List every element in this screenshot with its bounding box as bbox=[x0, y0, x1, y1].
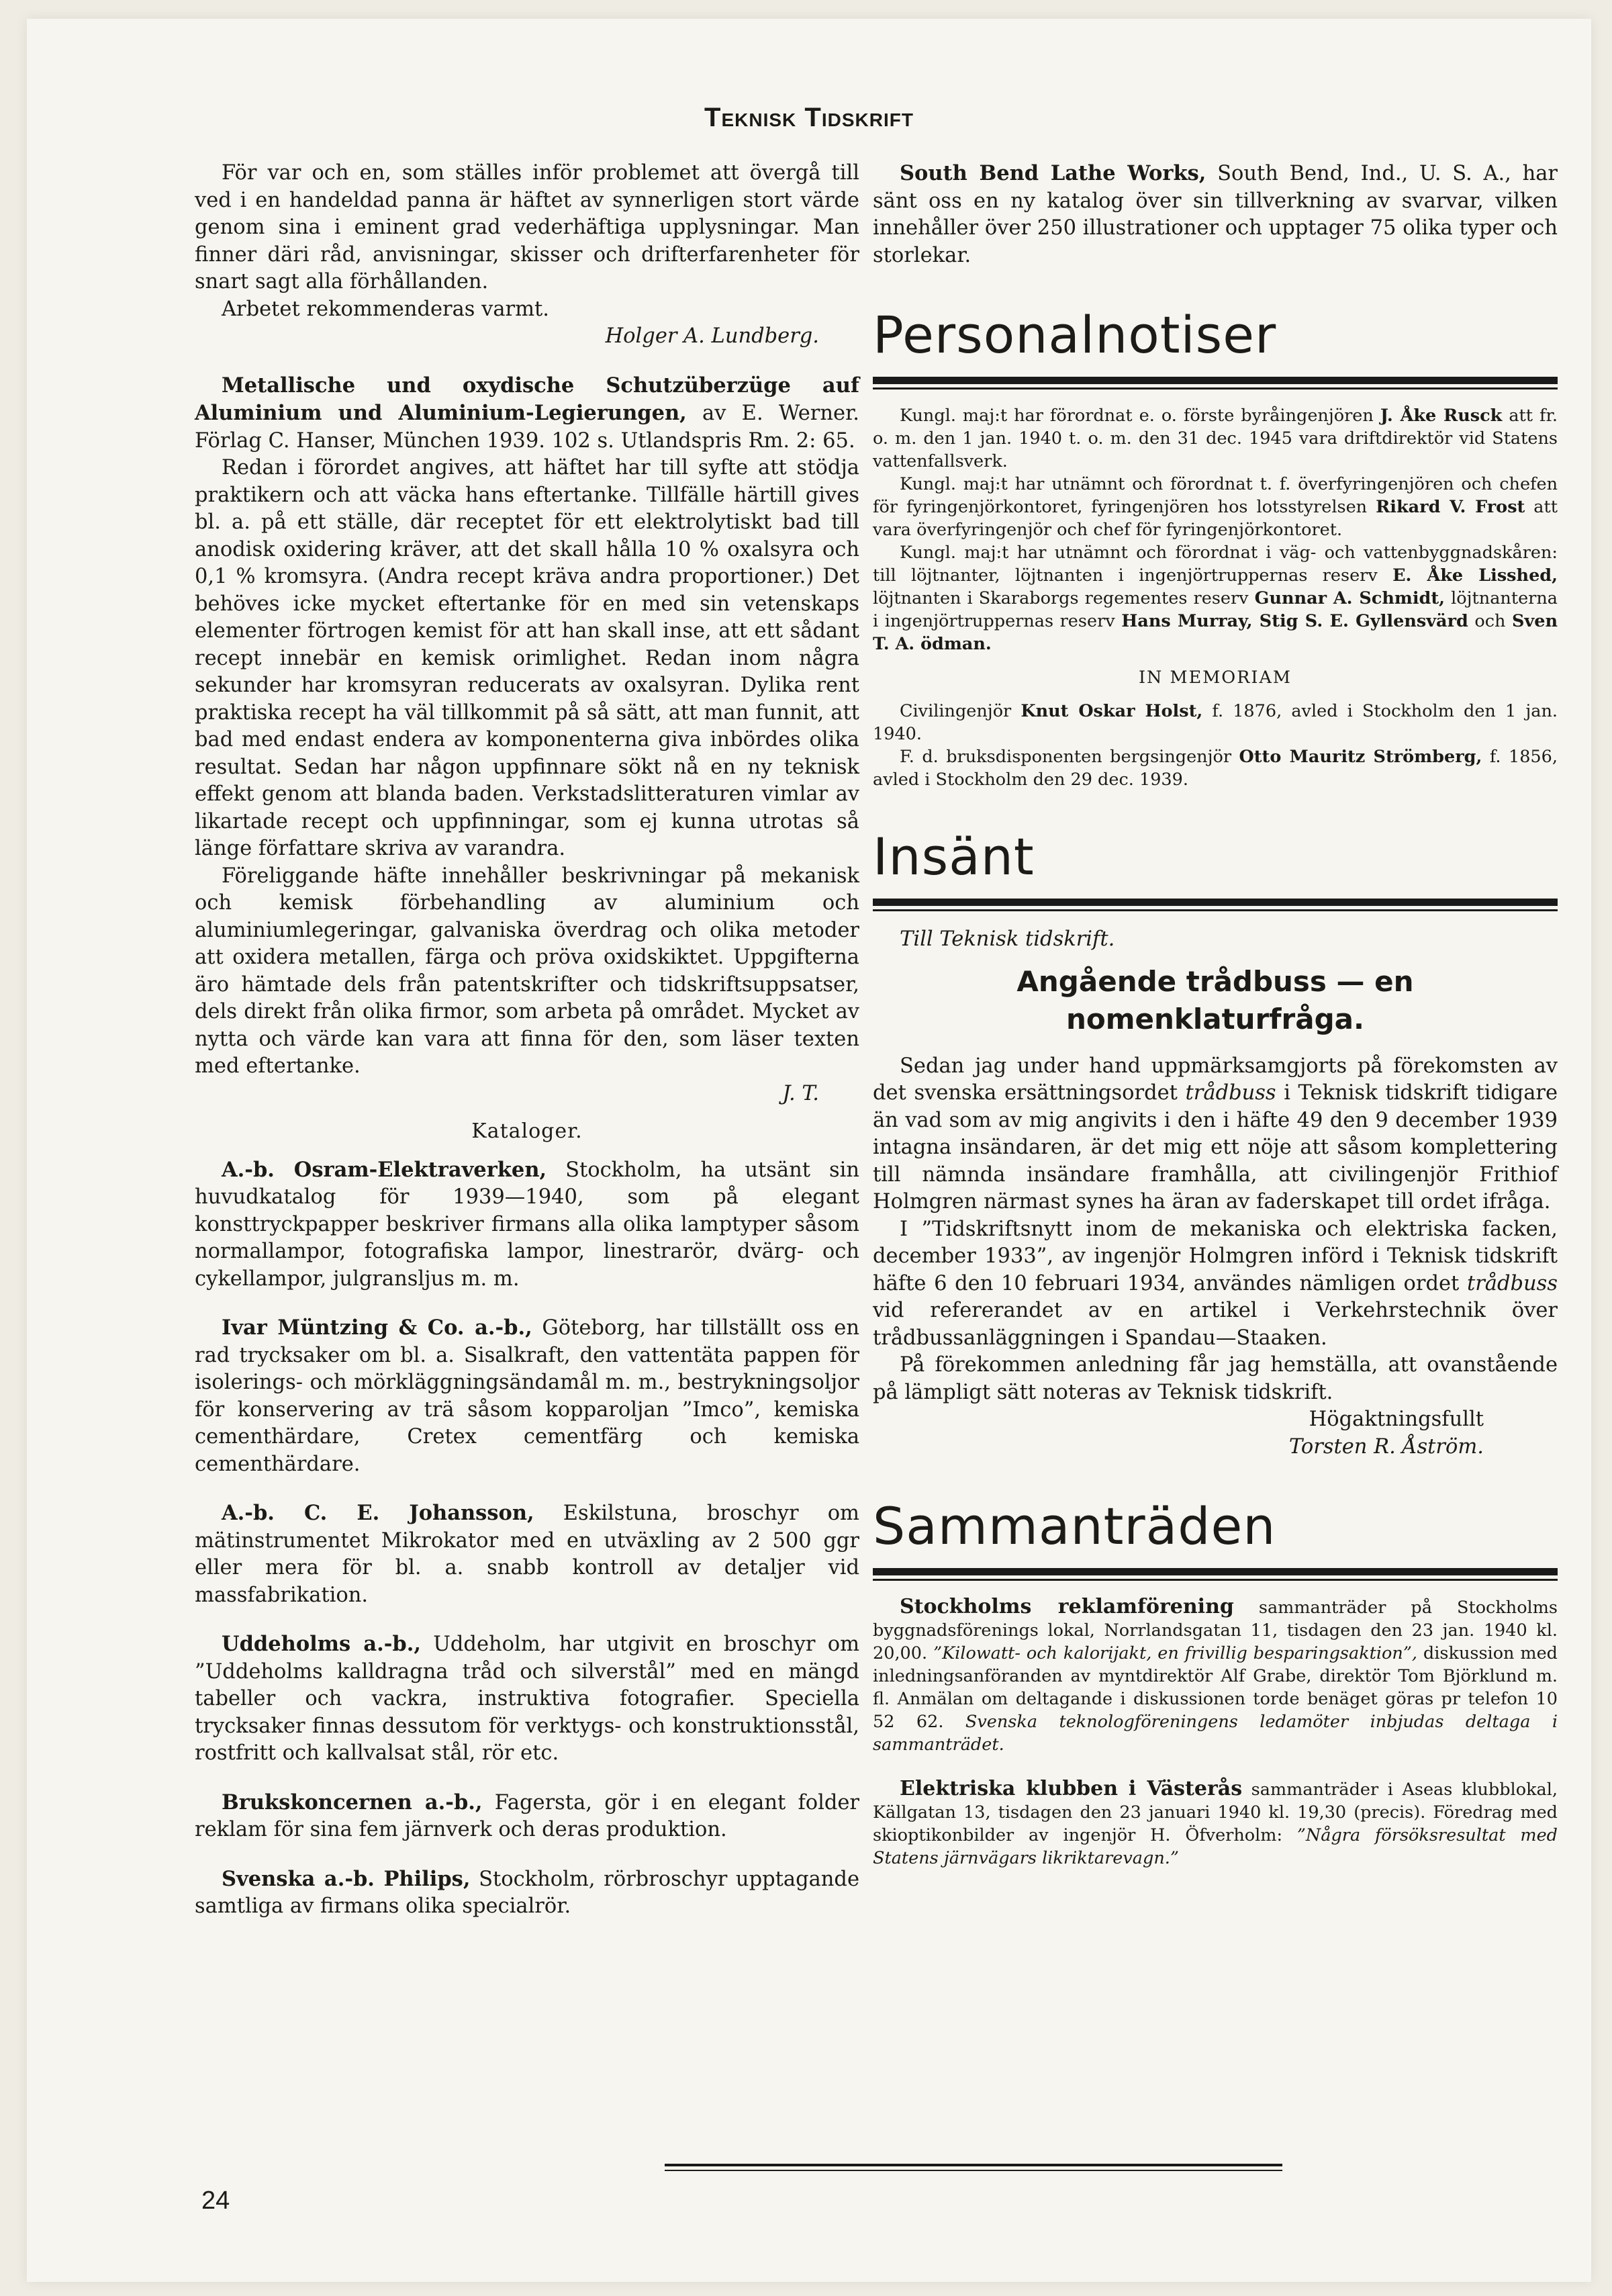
company-name: Svenska a.-b. Philips, bbox=[222, 1866, 471, 1891]
review-paragraph: För var och en, som ställes inför problemet att övergå till ved i en handeldad panna är häftet av synnerligen stort värde genom sina i eminent grad vederhäftiga upplysningar. Man finner däri råd, anvisningar, skisser och drifterfarenheter för snart sagt alla förhållanden. bbox=[195, 161, 859, 293]
memoriam-heading: IN MEMORIAM bbox=[1138, 668, 1292, 688]
section-heading-personalnotiser: Personalnotiser bbox=[873, 305, 1277, 365]
person-name: Rikard V. Frost bbox=[1376, 497, 1525, 517]
personal-notice: Kungl. maj:t har utnämnt och förordnat t. f. överfyringenjören och chefen för fyringenjörkontoret, fyringenjören hos lotsstyrelsen Rikard V. Frost att vara överfyringenjör och chef för fyringenjörkontoret. bbox=[873, 474, 1558, 540]
catalog-entry: Svenska a.-b. Philips, Stockholm, rörbroschyr upptagande samtliga av firmans olika specialrör. bbox=[195, 1866, 859, 1918]
journal-header: Teknisk Tidskrift bbox=[704, 103, 914, 132]
person-name: Hans Murray, Stig S. E. Gyllensvärd bbox=[1121, 611, 1468, 631]
left-column bbox=[195, 160, 859, 1921]
review-signature: J. T. bbox=[782, 1081, 819, 1105]
section-rule bbox=[873, 1568, 1558, 1575]
right-column bbox=[873, 160, 1558, 1870]
letter-paragraph: I ”Tidskriftsnytt inom de mekaniska och elektriska facken, december 1933”, av ingenjör Holmgren införd i Teknisk tidskrift häfte 6 den 10 februari 1934, användes nämligen ordet trådbuss vid refererandet av en artikel i Verkehrstechnik över trådbussanläggningen i Spandau—Staaken. bbox=[873, 1217, 1558, 1350]
section-rule bbox=[873, 899, 1558, 906]
person-name: E. Åke Lisshed, bbox=[1392, 565, 1558, 586]
person-name: J. Åke Rusck bbox=[1380, 406, 1503, 426]
catalog-section-heading: Kataloger. bbox=[471, 1119, 583, 1143]
person-name: Knut Oskar Holst, bbox=[1021, 701, 1203, 721]
book-details: av E. Werner. Förlag C. Hanser, München 1939. 102 s. Utlandspris Rm. 2: 65. bbox=[195, 402, 859, 453]
company-name: Ivar Müntzing & Co. a.-b., bbox=[222, 1316, 532, 1340]
company-name: A.-b. C. E. Johansson, bbox=[222, 1501, 534, 1525]
catalog-entry: South Bend Lathe Works, South Bend, Ind., U. S. A., har sänt oss en ny katalog över sin tillverkning av svarvar, vilken innehåller över 250 illustrationer och upptager 75 olika typer och storlekar. bbox=[873, 161, 1558, 267]
letter-paragraph: På förekommen anledning får jag hemställa, att ovanstående på lämpligt sätt noteras av Teknisk tidskrift. bbox=[873, 1353, 1558, 1404]
section-heading-insant: Insänt bbox=[873, 827, 1035, 886]
journal-page bbox=[27, 19, 1591, 2282]
organization-name: Elektriska klubben i Västerås bbox=[900, 1777, 1243, 1800]
personal-notice: Kungl. maj:t har förordnat e. o. förste byråingenjören J. Åke Rusck att fr. o. m. den 1 jan. 1940 t. o. m. den 31 dec. 1945 vara driftdirektör vid Statens vattenfallsverk. bbox=[873, 406, 1558, 471]
review-paragraph: Föreliggande häfte innehåller beskrivningar på mekanisk och kemisk förbehandling av aluminium och aluminiumlegeringar, galvaniska överdrag och olika metoder att oxidera metallen, färga och pröva oxidskiktet. Uppgifterna äro hämtade dels från patentskrifter och tidskriftsuppsatser, dels direkt från olika firmor, som arbeta på området. Mycket av nytta och värde kan vara att finna för den, som läser texten med eftertanke. bbox=[195, 864, 859, 1078]
personal-notices bbox=[873, 404, 1558, 791]
meetings bbox=[873, 1596, 1558, 1870]
review-signature: Holger A. Lundberg. bbox=[605, 324, 819, 348]
catalog-entry: A.-b. C. E. Johansson, Eskilstuna, broschyr om mätinstrumentet Mikrokator med en utväxling av 2 500 ggr eller mera för bl. a. snabb kontroll av detaljer vid massfabrikation. bbox=[195, 1501, 859, 1607]
section-rule bbox=[873, 377, 1558, 384]
book-title: Metallische und oxydische Schutzüberzüge auf Aluminium und Aluminium-Legierungen, bbox=[195, 373, 859, 425]
company-name: Uddeholms a.-b., bbox=[222, 1632, 421, 1656]
letter-title: Angående trådbuss — en nomenklaturfråga. bbox=[1016, 964, 1414, 1036]
catalog-entry: A.-b. Osram-Elektraverken, Stockholm, ha utsänt sin huvudkatalog för 1939—1940, som på elegant konsttryckpapper beskriver firmans alla olika lamptyper såsom normallampor, fotografiska lampor, linestrarör, dvärg- och cykellampor, julgransljus m. m. bbox=[195, 1157, 859, 1291]
company-name: Brukskoncernen a.-b., bbox=[222, 1790, 483, 1815]
person-name: Sven T. A. ödman. bbox=[873, 611, 1558, 654]
book-entry bbox=[195, 372, 859, 455]
person-name: Gunnar A. Schmidt, bbox=[1254, 588, 1445, 608]
footer-rule bbox=[665, 2164, 1282, 2166]
section-rule bbox=[873, 387, 1558, 389]
section-heading-sammantraden: Sammanträden bbox=[873, 1496, 1276, 1556]
section-rule bbox=[873, 909, 1558, 911]
catalog-entry: Ivar Müntzing & Co. a.-b., Göteborg, har tillställt oss en rad trycksaker om bl. a. Sisalkraft, den vattentäta pappen för isolerings- och mörkläggningsändamål m. m., bestrykningsoljor för konservering av trä såsom kopparoljan ”Imco”, kemiska cementhärdare, Cretex cementfärg och kemiska cementhärdare. bbox=[195, 1316, 859, 1476]
personal-notice: Kungl. maj:t har utnämnt och förordnat i väg- och vattenbyggnadskåren: till löjtnanter, löjtnanten i ingenjörtruppernas reserv E. Åke Lisshed, löjtnanten i Skaraborgs regementes reserv Gunnar A. Schmidt, löjtnanterna i ingenjörtruppernas reserv Hans Murray, Stig S. E. Gyllensvärd och Sven T. A. ödman. bbox=[873, 543, 1558, 654]
meeting-notice: Stockholms reklamförening sammanträder på Stockholms byggnadsförenings lokal, Norrlandsgatan 11, tisdagen den 23 jan. 1940 kl. 20,00. ”Kilowatt- och kalorijakt, en frivillig besparingsaktion”, diskussion med inledningsanföranden av myntdirektör Alf Grabe, direktör Tom Björklund m. fl. Anmälan om deltagande i diskussionen torde benäget göras pr telefon 10 52 62. Svenska teknologföreningens ledamöter inbjudas deltaga i sammanträdet. bbox=[873, 1595, 1558, 1755]
company-name: South Bend Lathe Works, bbox=[900, 161, 1206, 185]
review-paragraph: Redan i förordet angives, att häftet har till syfte att stödja praktikern och att väcka hans eftertanke. Tillfälle härtill gives bl. a. på ett ställe, där receptet för ett elektrolytiskt bad till anodisk oxidering kräver, att det skall hålla 10 % oxalsyra och 0,1 % kromsyra. (Andra recept kräva andra proportioner.) Det behöves icke mycket eftertanke för en med sin vetenskaps elementer förtrogen kemist för att han skall inse, att ett sådant recept innebär en kemisk orimlighet. Redan inom några sekunder har kromsyran reducerats av oxalsyran. Dylika rent praktiska recept ha väl tillkommit på så sätt, att man funnit, att bad med endast endera av komponenterna giva inbördes olika resultat. Sedan har någon uppfinnare sökt nå en ny teknisk effekt genom att blanda baden. Verkstadslitteraturen vimlar av likartade recept och uppfinningar, som ej kunna utrotas så länge författare skriva av varandra. bbox=[195, 456, 859, 860]
letter-signature: Torsten R. Åström. bbox=[1288, 1434, 1484, 1459]
memoriam-entry: Civilingenjör Knut Oskar Holst, f. 1876, avled i Stockholm den 1 jan. 1940. bbox=[873, 701, 1558, 744]
catalog-entry: Uddeholms a.-b., Uddeholm, har utgivit en broschyr om ”Uddeholms kalldragna tråd och silverstål” med en mängd tabeller och vackra, instruktiva fotografier. Speciella trycksaker finnas dessutom för verktygs- och konstruktionsstål, rostfritt och kallvalsat stål, rör etc. bbox=[195, 1632, 859, 1765]
section-rule bbox=[873, 1579, 1558, 1581]
memoriam-entry: F. d. bruksdisponenten bergsingenjör Otto Mauritz Strömberg, f. 1856, avled i Stockholm den 29 dec. 1939. bbox=[873, 747, 1558, 790]
company-name: A.-b. Osram-Elektraverken, bbox=[222, 1157, 547, 1182]
footer-rule bbox=[665, 2170, 1282, 2171]
organization-name: Stockholms reklamförening bbox=[900, 1595, 1234, 1618]
letter-salutation: Till Teknisk tidskrift. bbox=[900, 927, 1115, 951]
page-number: 24 bbox=[201, 2187, 230, 2215]
person-name: Otto Mauritz Strömberg, bbox=[1239, 747, 1482, 767]
letter-closing: Högaktningsfullt bbox=[1309, 1408, 1484, 1431]
review-paragraph: Arbetet rekommenderas varmt. bbox=[222, 297, 549, 321]
meeting-notice: Elektriska klubben i Västerås sammanträder i Aseas klubblokal, Källgatan 13, tisdagen den 23 januari 1940 kl. 19,30 (precis). Föredrag med skioptikonbilder av ingenjör H. Öfverholm: ”Några försöksresultat med Statens järnvägars likriktarevagn.” bbox=[873, 1777, 1558, 1868]
letter-paragraph: Sedan jag under hand uppmärksamgjorts på förekomsten av det svenska ersättningsordet trådbuss i Teknisk tidskrift tidigare än vad som av mig angivits i den i häfte 49 den 9 december 1939 intagna insändaren, är det mig ett nöje att såsom komplettering till nämnda insändare framhålla, att civilingenjör Frithiof Holmgren närmast synes ha äran av faderskapet till ordet ifråga. bbox=[873, 1054, 1558, 1213]
catalog-entry: Brukskoncernen a.-b., Fagersta, gör i en elegant folder reklam för sina fem järnverk och deras produktion. bbox=[195, 1790, 860, 1841]
